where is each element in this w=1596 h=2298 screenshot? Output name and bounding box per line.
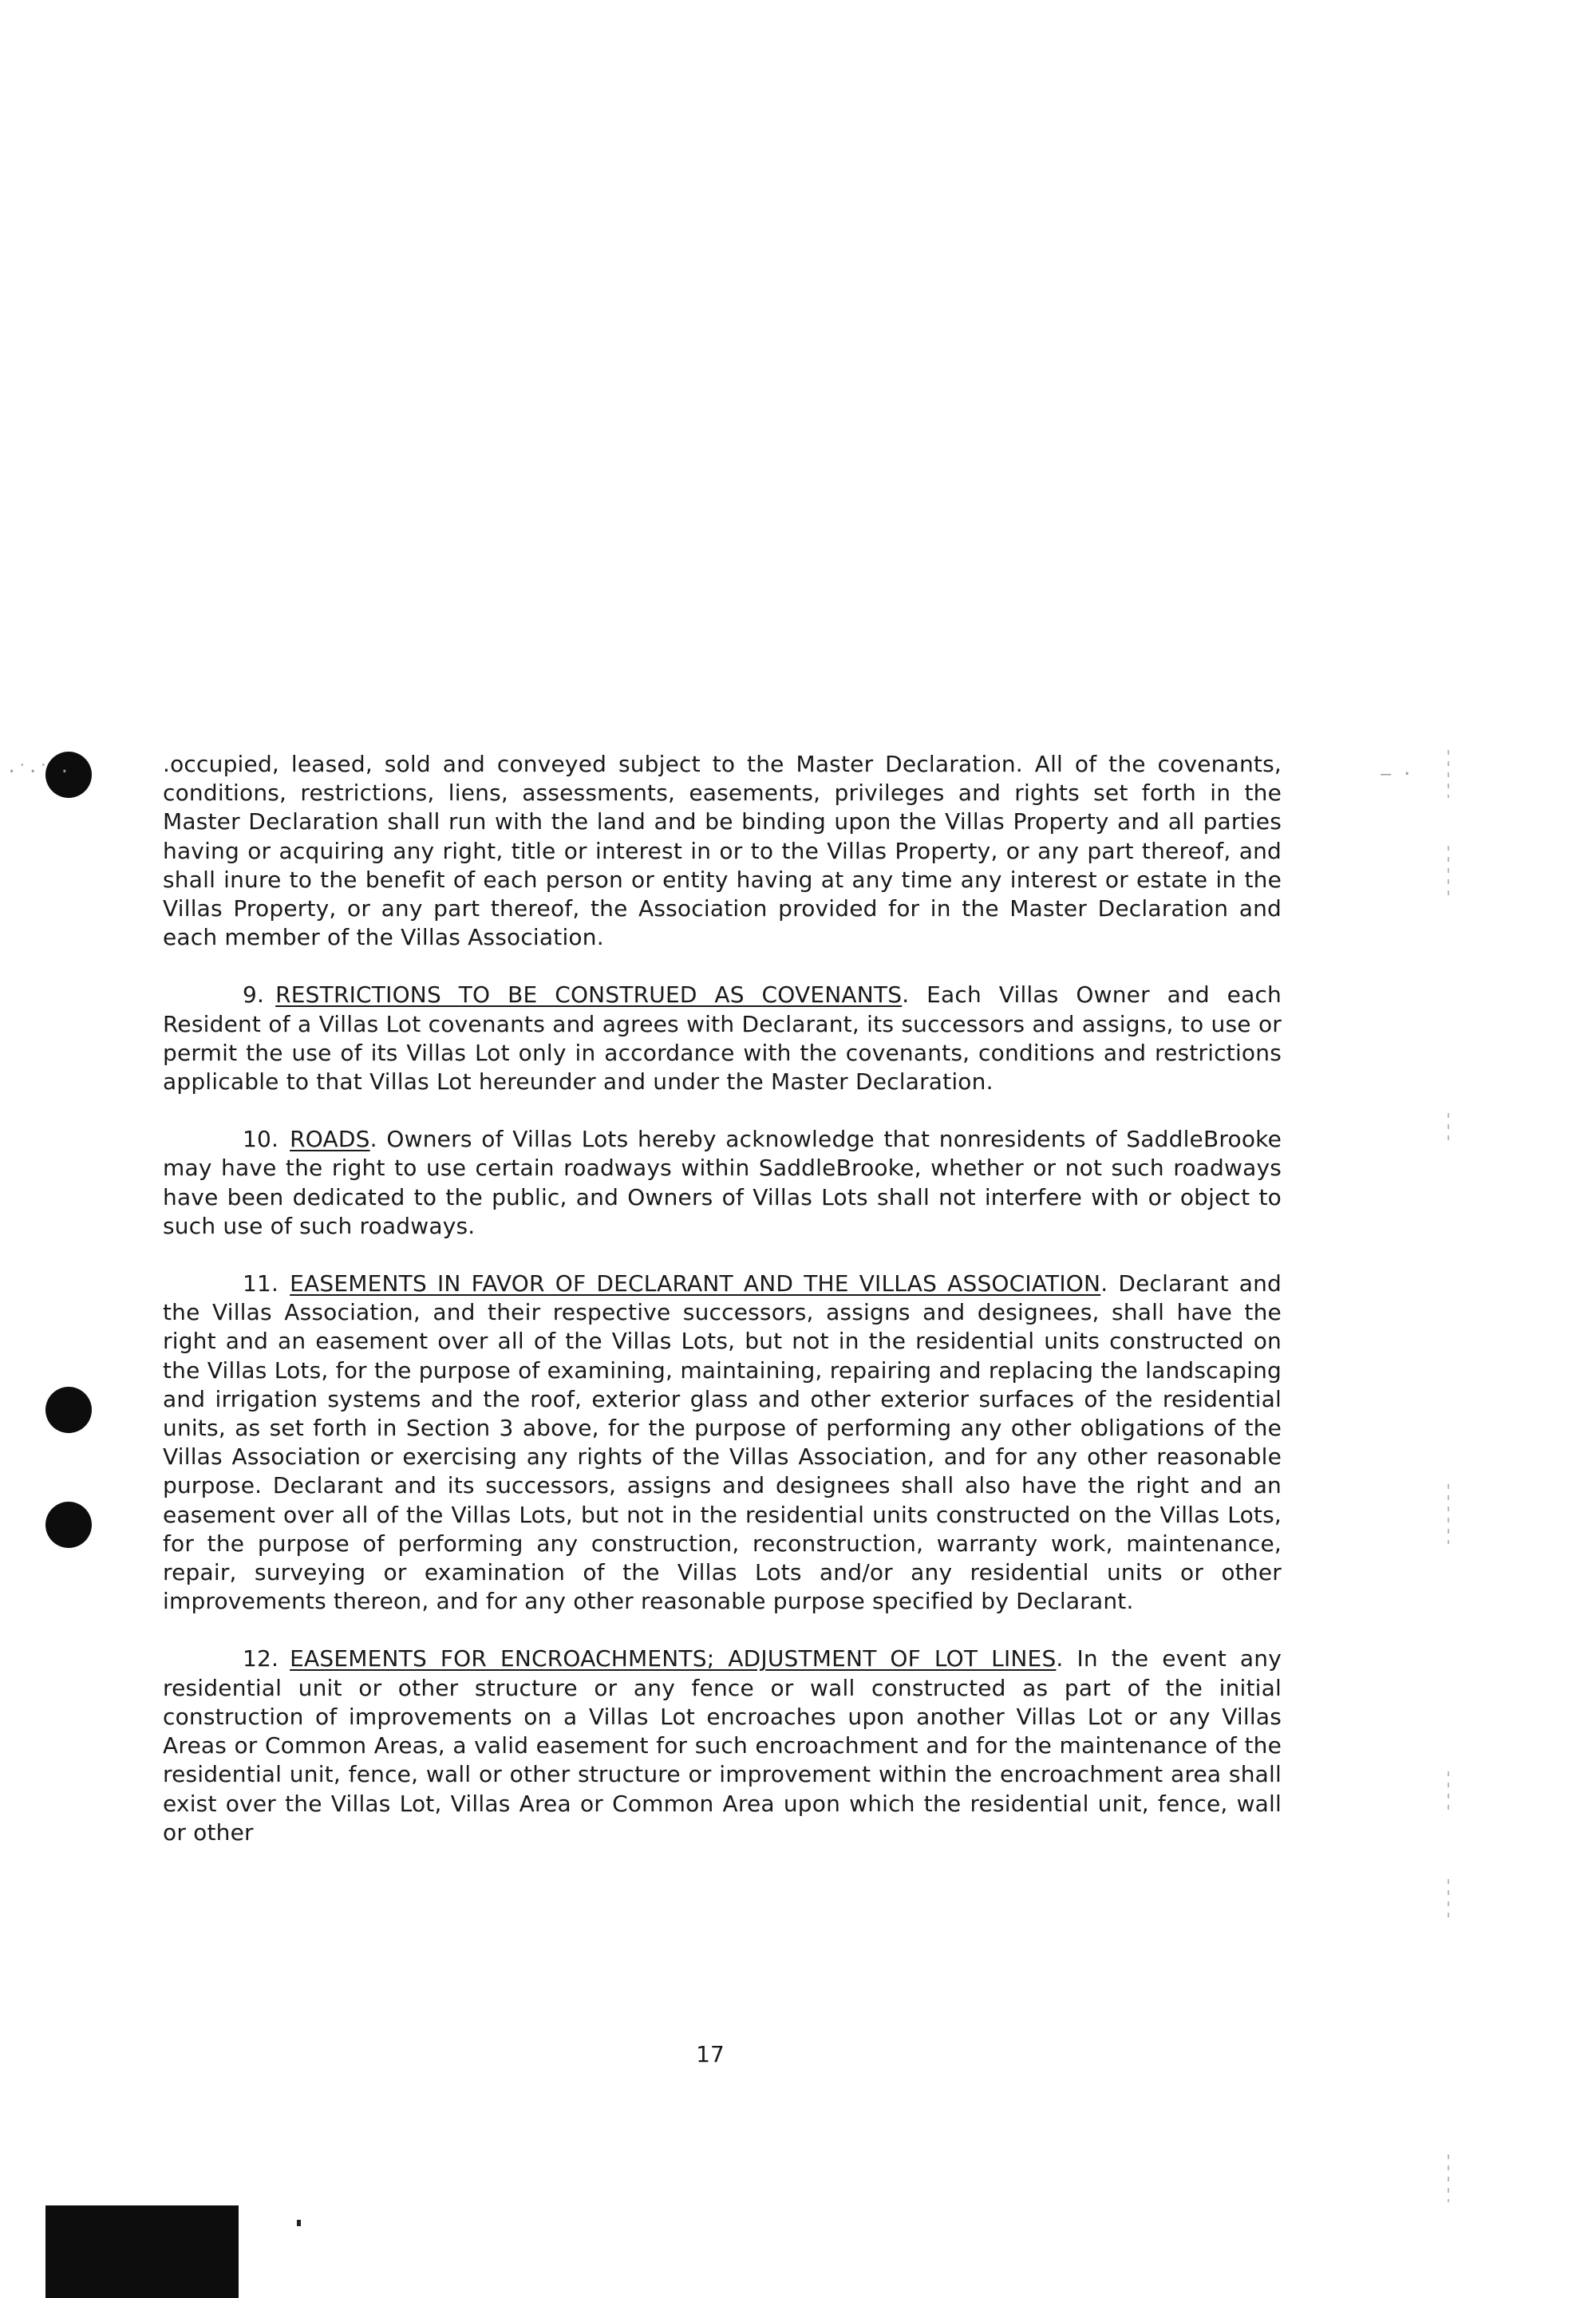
scan-edge-mark [1448,1113,1449,1145]
section-text: . Each Villas Owner and each Resident of a Villas Lot covenants and agrees with Declarant, its successors and assigns, to use or permit the use of its Villas Lot only in accordance with the covenants, conditions and restrictions applicable to that Villas Lot hereunder and under the Master Declaration. [163,981,1282,1096]
punch-hole [45,1387,92,1433]
section-text: . Declarant and the Villas Association, and their respective successors, assigns and designees, shall have the right and an easement over all of the Villas Lots, but not in the residential units constructed on the Villas Lots, for the purpose of examining, maintaining, repairing and replacing the landscaping and irrigation systems and the roof, exterior glass and other exterior surfaces of the residential units, as set forth in Section 3 above, for the purpose of performing any other obligations of the Villas Association or exercising any rights of the Villas Association, and for any other reasonable purpose. Declarant and its successors, assigns and designees shall also have the right and an easement over all of the Villas Lots, but not in the residential units constructed on the Villas Lots, for the purpose of performing any construction, reconstruction, warranty work, maintenance, repair, surveying or examination of the Villas Lots and/or any residential units or other improvements thereon, and for any other reasonable purpose specified by Declarant. [163,1270,1282,1615]
section-heading: EASEMENTS FOR ENCROACHMENTS; ADJUSTMENT OF LOT LINES [290,1645,1057,1672]
section-text: . Owners of Villas Lots hereby acknowledge that nonresidents of SaddleBrooke may have the right to use certain roadways within SaddleBrooke, whether or not such roadways have been dedicated to the public, and Owners of Villas Lots shall not interfere with or object to such use of such roadways. [163,1126,1282,1239]
document-body [163,750,1282,1847]
scan-artifact: – · [1381,764,1412,784]
section-number: 10. [243,1126,279,1153]
section-text: . In the event any residential unit or other structure or any fence or wall constructed as part of the initial construction of improvements on a Villas Lot encroaches upon another Villas Lot or any Villas Areas or Common Areas, a valid easement for such encroachment and for the maintenance of the residential unit, fence, wall or other structure or improvement within the encroachment area shall exist over the Villas Lot, Villas Area or Common Area upon which the residential unit, fence, wall or other [163,1645,1282,1846]
scan-black-block [45,2205,239,2298]
scan-speck [297,2220,301,2226]
scan-edge-mark [1448,750,1449,798]
page-number: 17 [696,2041,725,2067]
section-number: 12. [243,1645,279,1672]
section-heading: RESTRICTIONS TO BE CONSTRUED AS COVENANTS [275,981,903,1009]
scan-edge-mark [1448,1879,1449,1923]
section-number: 9. [243,981,265,1009]
scan-artifact: ·˙·˙ · [6,762,70,782]
scan-edge-mark [1448,1771,1449,1815]
opening-paragraph: .occupied, leased, sold and conveyed subject to the Master Declaration. All of the covenants, conditions, restrictions, liens, assessments, easements, privileges and rights set forth in the Master Declaration shall run with the land and be binding upon the Villas Property and all parties having or acquiring any right, title or interest in or to the Villas Property, or any part thereof, and shall inure to the benefit of each person or entity having at any time any interest or estate in the Villas Property, or any part thereof, the Association provided for in the Master Declaration and each member of the Villas Association. [163,751,1282,951]
punch-hole [45,1502,92,1548]
section-11 [163,1269,1282,1616]
section-9 [163,981,1282,1096]
section-heading: EASEMENTS IN FAVOR OF DECLARANT AND THE VILLAS ASSOCIATION [290,1270,1101,1297]
section-number: 11. [243,1270,279,1297]
section-heading: ROADS [290,1126,370,1153]
scan-edge-mark [1448,2154,1449,2202]
section-12 [163,1645,1282,1846]
scan-edge-mark [1448,846,1449,902]
scan-edge-mark [1448,1484,1449,1544]
section-10 [163,1125,1282,1241]
